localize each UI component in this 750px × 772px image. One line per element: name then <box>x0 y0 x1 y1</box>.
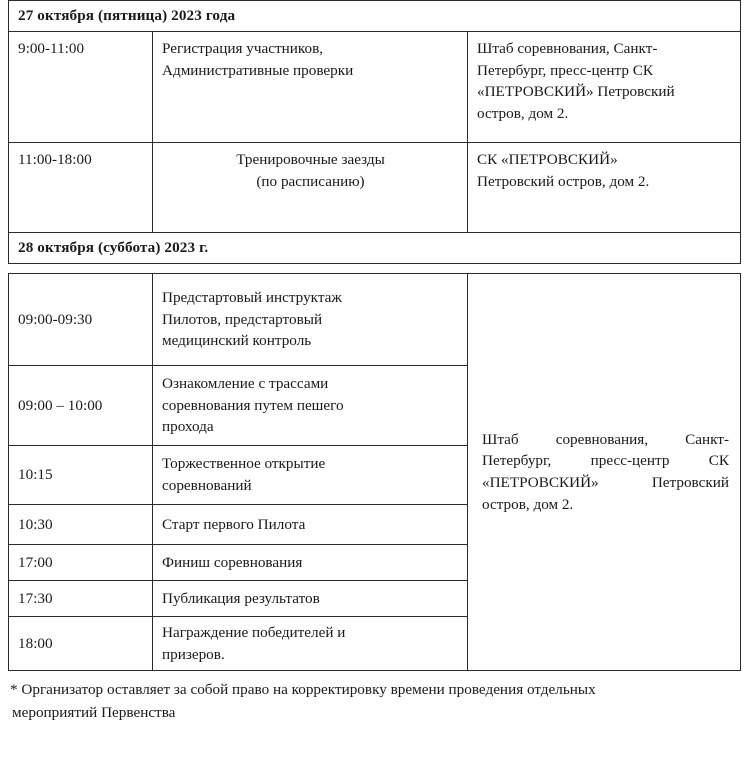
row-time: 9:00-11:00 <box>9 32 153 143</box>
row-time: 09:00-09:30 <box>9 274 153 366</box>
row-event <box>153 274 468 366</box>
footnote-line-2: мероприятий Первенства <box>12 704 176 722</box>
event-line: Регистрация участников, <box>162 40 324 57</box>
place-line: Штаб соревнования, Санкт- <box>477 40 658 57</box>
row-event: Публикация результатов <box>153 581 468 617</box>
day-header-27-october: 27 октября (пятница) 2023 года <box>9 1 741 32</box>
table-row <box>9 32 741 143</box>
row-time: 17:30 <box>9 581 153 617</box>
table-spacer <box>0 264 750 273</box>
event-line: прохода <box>162 418 214 436</box>
row-event <box>153 446 468 505</box>
row-event <box>153 617 468 671</box>
event-line: Административные проверки <box>162 61 354 79</box>
row-event <box>153 143 468 233</box>
footnote-line-1: * Организатор оставляет за собой право на корректировку времени проведения отдельных <box>10 681 596 698</box>
row-time: 10:15 <box>9 446 153 505</box>
table-row <box>9 143 741 233</box>
table-row <box>9 274 741 366</box>
event-line: соревнования путем пешего <box>162 396 344 414</box>
day-header-row <box>9 1 741 32</box>
event-line: медицинский контроль <box>162 332 312 350</box>
place-line: Петербург, пресс-центр СК <box>477 61 653 79</box>
event-line: (по расписанию) <box>256 172 365 190</box>
event-line: Пилотов, предстартовый <box>162 310 323 328</box>
event-line: Торжественное открытие <box>162 455 326 473</box>
row-time: 10:30 <box>9 505 153 545</box>
event-line: призеров. <box>162 645 225 663</box>
row-event <box>153 32 468 143</box>
row-place <box>468 32 741 143</box>
event-line: Предстартовый инструктаж <box>162 289 342 307</box>
place-line: Петровский остров, дом 2. <box>477 172 650 190</box>
schedule-table-day-2 <box>8 273 741 671</box>
merged-place-cell: Штаб соревнования, Санкт-Петербург, пресс-центр СК «ПЕТРОВСКИЙ» Петровский остров, дом 2. <box>468 274 741 671</box>
event-line: Ознакомление с трассами <box>162 375 329 393</box>
row-event <box>153 366 468 446</box>
event-line: Тренировочные заезды <box>236 151 385 168</box>
place-line: «ПЕТРОВСКИЙ» Петровский <box>477 83 675 101</box>
day-header-row <box>9 233 741 264</box>
row-time: 09:00 – 10:00 <box>9 366 153 446</box>
day-header-28-october: 28 октября (суббота) 2023 г. <box>9 233 741 264</box>
row-event: Старт первого Пилота <box>153 505 468 545</box>
place-line: СК «ПЕТРОВСКИЙ» <box>477 151 618 168</box>
place-line: остров, дом 2. <box>477 104 569 122</box>
event-line: соревнований <box>162 477 252 494</box>
row-time: 17:00 <box>9 545 153 581</box>
row-place <box>468 143 741 233</box>
footnote <box>10 678 722 724</box>
row-event: Финиш соревнования <box>153 545 468 581</box>
schedule-table-day-1 <box>8 0 741 264</box>
row-time: 18:00 <box>9 617 153 671</box>
event-line: Награждение победителей и <box>162 623 346 641</box>
row-time: 11:00-18:00 <box>9 143 153 233</box>
